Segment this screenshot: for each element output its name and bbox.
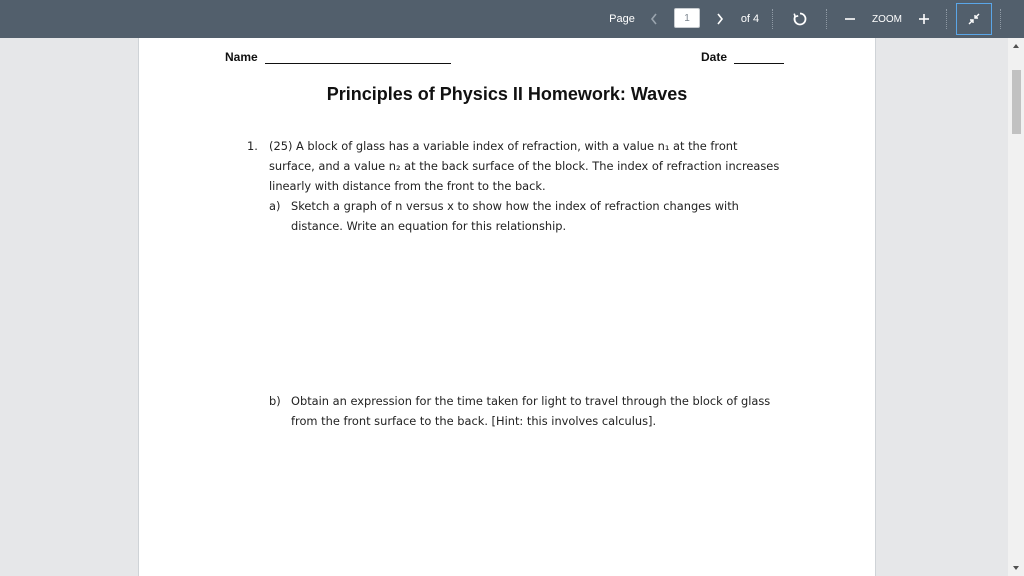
question-text bbox=[269, 136, 779, 196]
pdf-toolbar bbox=[0, 0, 1024, 38]
question-line: (25) A block of glass has a variable index of refraction, with a value n₁ at the front bbox=[269, 139, 738, 153]
page-count-label: of 4 bbox=[740, 13, 760, 25]
part-b-line: Obtain an expression for the time taken for light to travel through the block of glass bbox=[291, 394, 771, 408]
page-title: Principles of Physics II Homework: Waves bbox=[326, 84, 688, 104]
scrollbar-thumb[interactable] bbox=[1012, 70, 1021, 134]
toolbar-divider bbox=[826, 9, 827, 29]
scroll-down-button[interactable] bbox=[1008, 562, 1024, 574]
date-blank-line bbox=[734, 63, 784, 64]
zoom-in-button[interactable] bbox=[914, 0, 934, 38]
plus-icon bbox=[918, 13, 930, 25]
toolbar-divider bbox=[772, 9, 773, 29]
question-line: linearly with distance from the front to the back. bbox=[269, 179, 546, 193]
triangle-down-icon bbox=[1013, 566, 1019, 570]
exit-fullscreen-button[interactable] bbox=[956, 3, 992, 35]
chevron-left-icon bbox=[650, 13, 658, 25]
name-blank-line bbox=[265, 63, 451, 64]
part-a-line: Sketch a graph of n versus x to show how the index of refraction changes with bbox=[291, 199, 739, 213]
part-b-line: from the front surface to the back. [Hint: this involves calculus]. bbox=[291, 414, 657, 428]
triangle-up-icon bbox=[1013, 44, 1019, 48]
part-a-label: a) bbox=[269, 199, 281, 213]
rotate-icon bbox=[792, 11, 808, 27]
collapse-arrows-icon bbox=[967, 12, 981, 26]
date-label: Date bbox=[701, 50, 728, 64]
document-viewer[interactable] bbox=[0, 38, 1024, 576]
document-page bbox=[138, 38, 876, 576]
zoom-out-button[interactable] bbox=[840, 0, 860, 38]
page-label: Page bbox=[609, 13, 635, 25]
page-number-input[interactable] bbox=[674, 8, 700, 28]
question-number: 1. bbox=[247, 139, 258, 153]
question-line: surface, and a value n₂ at the back surface of the block. The index of refraction increases bbox=[269, 159, 780, 173]
part-a-text bbox=[291, 196, 739, 236]
vertical-scrollbar[interactable] bbox=[1008, 38, 1024, 576]
zoom-label: ZOOM bbox=[872, 13, 902, 25]
part-a-line: distance. Write an equation for this relationship. bbox=[291, 219, 567, 233]
name-label: Name bbox=[225, 50, 258, 64]
toolbar-divider bbox=[946, 9, 947, 29]
prev-page-button[interactable] bbox=[644, 0, 664, 38]
part-b-text bbox=[291, 391, 770, 431]
scroll-up-button[interactable] bbox=[1008, 40, 1024, 52]
minus-icon bbox=[844, 13, 856, 25]
part-b-label: b) bbox=[269, 394, 281, 408]
chevron-right-icon bbox=[716, 13, 724, 25]
rotate-button[interactable] bbox=[788, 0, 812, 38]
next-page-button[interactable] bbox=[710, 0, 730, 38]
toolbar-divider bbox=[1000, 9, 1001, 29]
